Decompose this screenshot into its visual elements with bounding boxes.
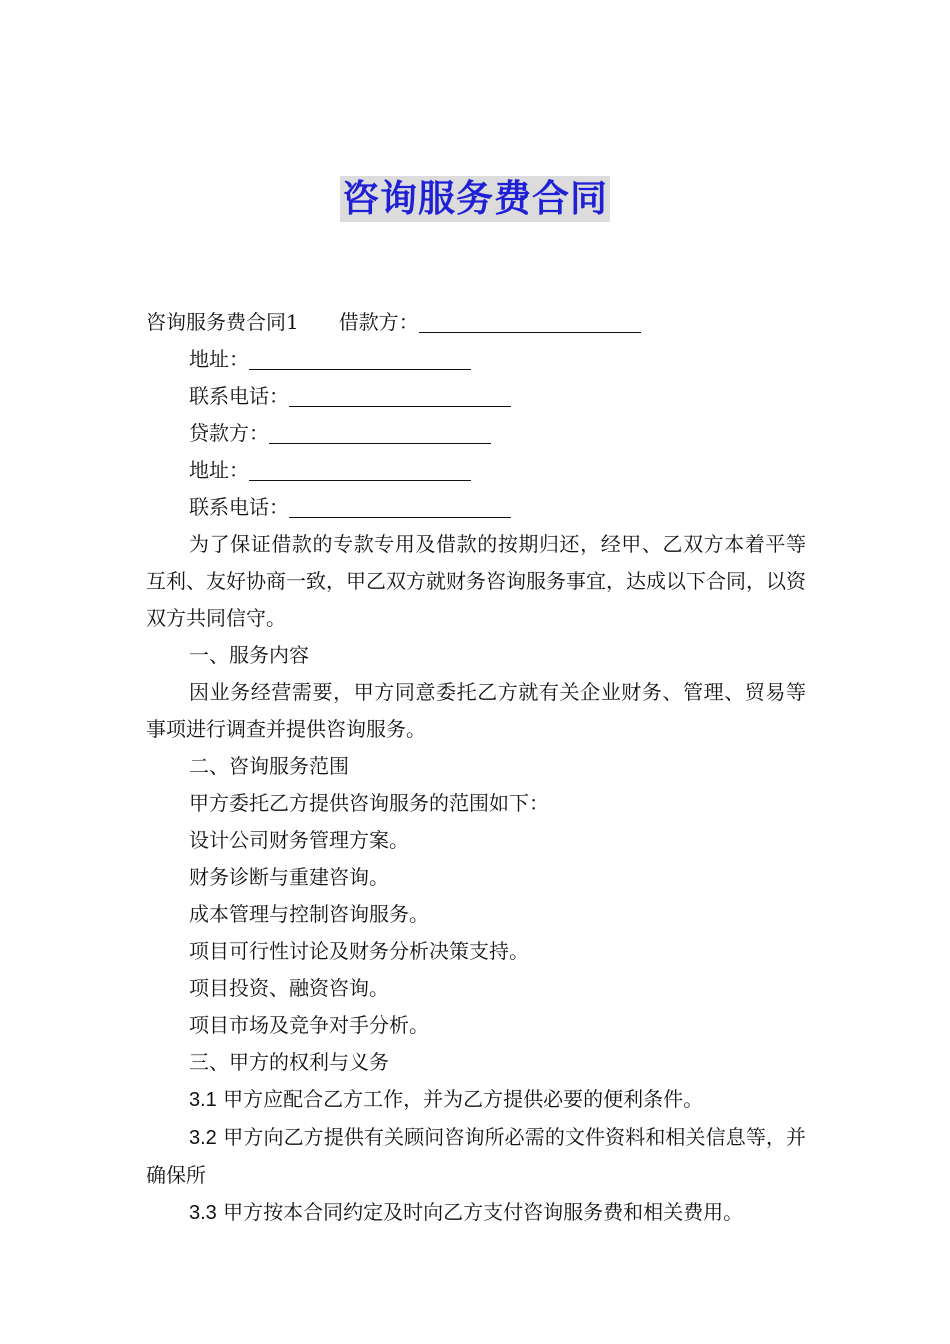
list-item: 项目投资、融资咨询。 xyxy=(189,976,389,1000)
field-line xyxy=(146,341,806,378)
section-heading: 三、甲方的权利与义务 xyxy=(189,1050,389,1074)
clause-text: 甲方应配合乙方工作，并为乙方提供必要的便利条件。 xyxy=(223,1087,704,1111)
list-item: 项目可行性讨论及财务分析决策支持。 xyxy=(189,939,529,963)
clause-number: 3.2 xyxy=(189,1127,217,1149)
section-paragraph: 因业务经营需要，甲方同意委托乙方就有关企业财务、管理、贸易等事项进行调查并提供咨询服务。 xyxy=(146,680,806,741)
list-item: 项目市场及竞争对手分析。 xyxy=(189,1013,429,1037)
field-line xyxy=(146,489,806,526)
clause xyxy=(146,1081,806,1119)
clause-number: 3.3 xyxy=(189,1202,217,1224)
field-blank xyxy=(249,343,471,370)
section-heading: 一、服务内容 xyxy=(189,643,309,667)
list-item: 成本管理与控制咨询服务。 xyxy=(189,902,429,926)
section-heading: 二、咨询服务范围 xyxy=(189,754,349,778)
list-item: 财务诊断与重建咨询。 xyxy=(189,865,389,889)
field-line xyxy=(146,378,806,415)
field-blank xyxy=(249,454,471,481)
field-line xyxy=(146,452,806,489)
title-container xyxy=(0,176,950,222)
borrower-label: 借款方： xyxy=(338,310,419,334)
field-blank xyxy=(289,491,511,518)
section-lead: 甲方委托乙方提供咨询服务的范围如下： xyxy=(189,791,549,815)
clause xyxy=(146,1119,806,1194)
borrower-blank xyxy=(419,306,641,333)
field-label: 贷款方： xyxy=(189,421,269,445)
clause-text: 甲方向乙方提供有关顾问咨询所必需的文件资料和相关信息等，并确保所 xyxy=(146,1125,807,1187)
field-blank xyxy=(289,380,511,407)
document-title: 咨询服务费合同 xyxy=(342,177,608,220)
field-label: 联系电话： xyxy=(189,384,289,408)
field-label: 联系电话： xyxy=(189,495,289,519)
intro-paragraph: 为了保证借款的专款专用及借款的按期归还，经甲、乙双方本着平等互利、友好协商一致，甲乙双方就财务咨询服务事宜，达成以下合同，以资双方共同信守。 xyxy=(146,532,806,630)
field-line xyxy=(146,415,806,452)
field-blank xyxy=(269,417,491,444)
field-label: 地址： xyxy=(189,458,249,482)
field-label: 地址： xyxy=(189,347,249,371)
list-item: 设计公司财务管理方案。 xyxy=(189,828,409,852)
doc-label: 咨询服务费合同1 xyxy=(146,310,299,334)
clause xyxy=(146,1194,806,1232)
document-body xyxy=(146,304,806,1232)
clause-text: 甲方按本合同约定及时向乙方支付咨询服务费和相关费用。 xyxy=(223,1200,744,1224)
header-line xyxy=(146,304,806,341)
clause-number: 3.1 xyxy=(189,1089,217,1111)
